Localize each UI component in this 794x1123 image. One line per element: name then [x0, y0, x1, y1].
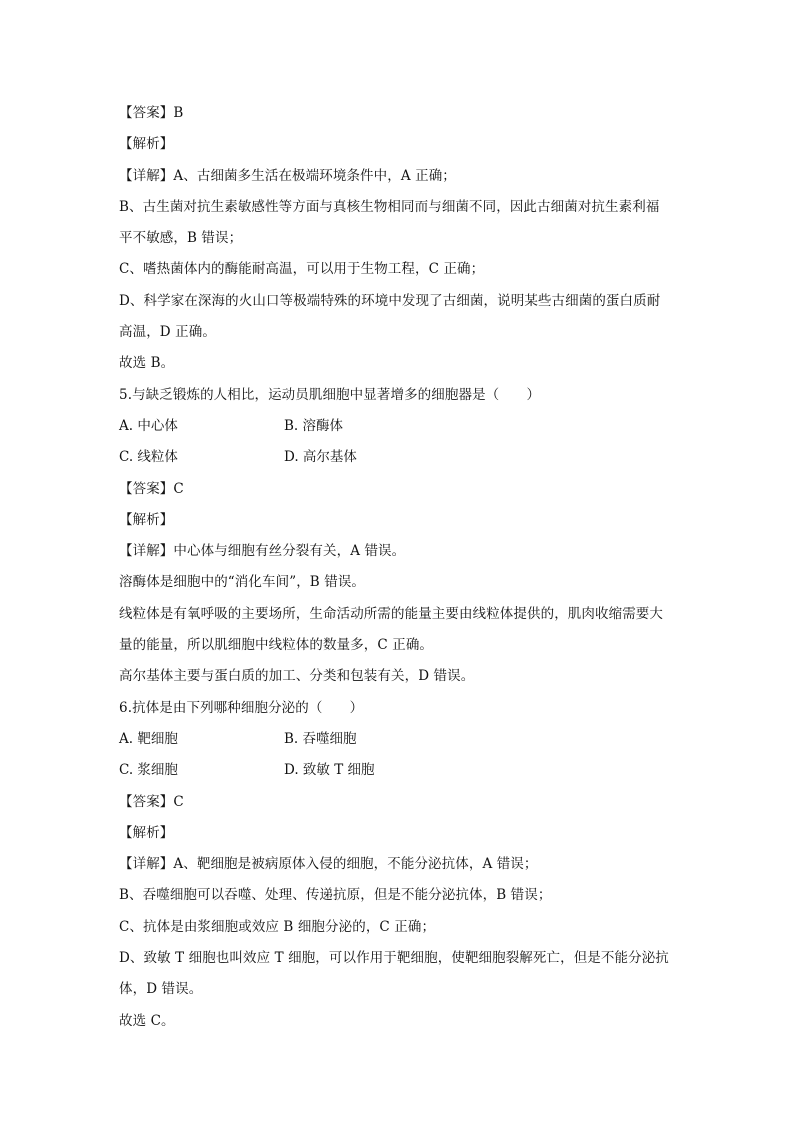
q6-options-row-1: [119, 724, 679, 755]
q5-options-row-1: [119, 411, 679, 442]
q6-option-c: C. 浆细胞: [119, 762, 178, 779]
q6-options-row-2: [119, 755, 679, 786]
q6-option-b: B. 吞噬细胞: [284, 730, 357, 747]
q5-detail-line-5: 高尔基体主要与蛋白质的加工、分类和包装有关，D 错误。: [119, 668, 475, 685]
q4-detail-line-1: 【详解】A、古细菌多生活在极端环境条件中，A 正确；: [119, 167, 456, 184]
q4-detail-line-6: 高温，D 正确。: [119, 324, 216, 341]
q6-detail-line-3: C、抗体是由浆细胞或效应 B 细胞分泌的，C 正确；: [119, 918, 436, 935]
q5-detail-line-2: 溶酶体是细胞中的“消化车间”，B 错误。: [119, 574, 366, 591]
document-content: [119, 98, 679, 1037]
q6-answer: 【答案】C: [119, 793, 184, 810]
q4-detail-line-4: C、嗜热菌体内的酶能耐高温，可以用于生物工程，C 正确；: [119, 261, 485, 278]
q4-detail-line-2: B、古生菌对抗生素敏感性等方面与真核生物相同而与细菌不同，因此古细菌对抗生素利福: [119, 198, 660, 215]
q4-detail-line-3: 平不敏感，B 错误；: [119, 230, 243, 247]
q5-option-a: A. 中心体: [119, 417, 178, 434]
q5-option-b: B. 溶酶体: [284, 417, 344, 434]
q6-option-d: D. 致敏 T 细胞: [284, 762, 375, 779]
q6-conclusion: 故选 C。: [119, 1012, 175, 1029]
q5-option-c: C. 线粒体: [119, 449, 178, 466]
q5-detail-line-3: 线粒体是有氧呼吸的主要场所，生命活动所需的能量主要由线粒体提供的，肌肉收缩需要大: [119, 605, 663, 622]
q4-conclusion: 故选 B。: [119, 355, 175, 372]
q6-detail-line-2: B、吞噬细胞可以吞噬、处理、传递抗原，但是不能分泌抗体，B 错误；: [119, 887, 552, 904]
q6-detail-line-1: 【详解】A、靶细胞是被病原体入侵的细胞，不能分泌抗体，A 错误；: [119, 856, 538, 873]
q4-answer: 【答案】B: [119, 105, 184, 121]
q4-analysis-heading: 【解析】: [119, 136, 174, 153]
q5-detail-line-1: 【详解】中心体与细胞有丝分裂有关，A 错误。: [119, 543, 406, 560]
q5-question: 5.与缺乏锻炼的人相比，运动员肌细胞中显著增多的细胞器是（ ）: [119, 386, 541, 403]
q5-detail-line-4: 量的能量，所以肌细胞中线粒体的数量多，C 正确。: [119, 637, 434, 654]
q6-analysis-heading: 【解析】: [119, 824, 174, 841]
q5-option-d: D. 高尔基体: [284, 449, 357, 466]
q6-question: 6.抗体是由下列哪种细胞分泌的（ ）: [119, 699, 364, 716]
q6-detail-line-5: 体，D 错误。: [119, 981, 203, 998]
q6-option-a: A. 靶细胞: [119, 730, 178, 747]
q5-analysis-heading: 【解析】: [119, 511, 174, 528]
q6-detail-line-4: D、致敏 T 细胞也叫效应 T 细胞，可以作用于靶细胞，使靶细胞裂解死亡，但是不能分泌抗: [119, 950, 669, 967]
q5-answer: 【答案】C: [119, 480, 184, 497]
q5-options-row-2: [119, 442, 679, 473]
q4-detail-line-5: D、科学家在深海的火山口等极端特殊的环境中发现了古细菌，说明某些古细菌的蛋白质耐: [119, 292, 661, 309]
